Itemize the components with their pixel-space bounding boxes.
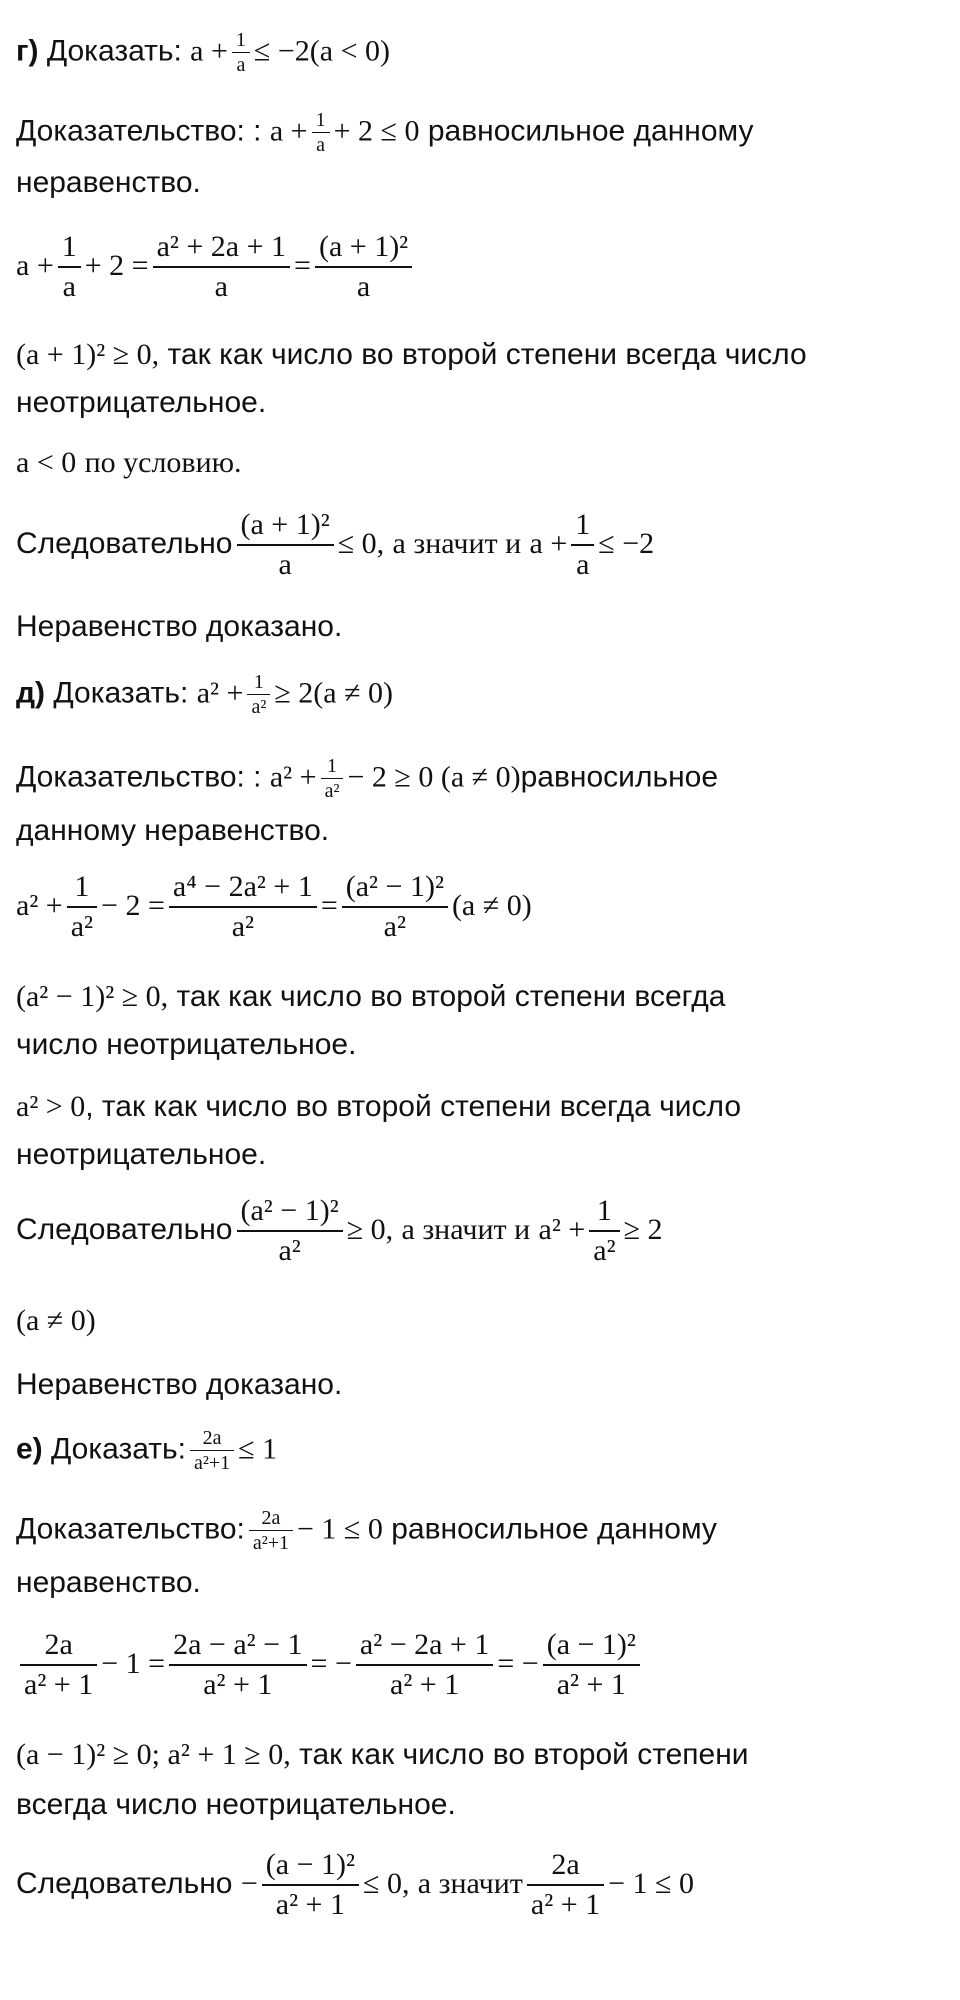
e-eq-lhs-fraction: $\frac{2a}{\text{a² + 1}}$ — [20, 1630, 97, 1700]
e-conc-fraction2: $\frac{2a}{\text{a² + 1}}$ — [527, 1850, 604, 1920]
e-stmt-fraction: $\frac{2a}{\text{a²+1}}$ — [190, 1428, 234, 1473]
d-proof-line: Доказательство: : a² + $\frac{1}{\text{a²}}$ − 2 ≥ 0 (a ≠ 0)равносильное — [16, 755, 719, 802]
g-stmt-a: a + — [190, 34, 228, 68]
g-stmt-fraction: $\frac{1}{a}$ — [232, 30, 250, 75]
d-note1: (a² − 1)² ≥ 0, так как число во второй степени всегда — [16, 980, 726, 1013]
g-conc-fraction: $\frac{\text{(a + 1)²}}{a}$ — [237, 510, 334, 580]
e-note1: (a − 1)² ≥ 0; a² + 1 ≥ 0, так как число во второй степени — [16, 1738, 749, 1771]
d-eq-mid-fraction: $\frac{\text{a⁴ − 2a² + 1}}{\text{a²}}$ — [169, 872, 317, 942]
d-conc-fraction: $\frac{\text{(a² − 1)²}}{\text{a²}}$ — [237, 1196, 343, 1266]
e-equation: $\frac{2a}{\text{a² + 1}}$ − 1 = $\frac{\text{2a − a² − 1}}{\text{a² + 1}}$ = − $\frac{\text{a² − 2a + 1}}{\text{a² + 1}}$ = − $\frac{\text{(a − 1)²}}{\text{a² + 1}}$ — [16, 1630, 644, 1700]
d-conclusion: Следовательно $\frac{\text{(a² − 1)²}}{\text{a²}}$ ≥ 0, а значит и a² + $\frac{1}{\text{a²}}$ ≥ 2 — [16, 1194, 663, 1267]
g-proof-text: равносильное данному — [427, 114, 754, 148]
d-conc-cond: (a ≠ 0) — [16, 1304, 96, 1337]
d-note2-text2: неотрицательное. — [16, 1138, 267, 1171]
g-equation: a + $\frac{1}{a}$ + 2 = $\frac{\text{a² + 2a + 1}}{a}$ = $\frac{\text{(a + 1)²}}{a}$ — [16, 232, 416, 302]
d-conc-fraction2: $\frac{1}{\text{a²}}$ — [589, 1196, 619, 1266]
g-conclusion: Следовательно $\frac{\text{(a + 1)²}}{a}$ ≤ 0, а значит и a + $\frac{1}{a}$ ≤ −2 — [16, 508, 655, 581]
g-statement — [16, 30, 390, 75]
d-stmt-fraction: $\frac{1}{\text{a²}}$ — [247, 672, 270, 717]
d-label: д) — [16, 676, 46, 710]
g-proof-text2: неравенство. — [16, 166, 201, 199]
e-conc-fraction: $\frac{\text{(a − 1)²}}{\text{a² + 1}}$ — [262, 1850, 359, 1920]
g-note1: (a + 1)² ≥ 0, так как число во второй степени всегда число — [16, 338, 807, 371]
e-label: е) — [16, 1432, 43, 1466]
d-eq-lhs-fraction: $\frac{1}{\text{a²}}$ — [67, 872, 97, 942]
g-proof-line: Доказательство: : a + $\frac{1}{a}$ + 2 ≤ 0 равносильное данному — [16, 109, 754, 156]
e-eq-mid-fraction: $\frac{\text{2a − a² − 1}}{\text{a² + 1}}$ — [169, 1630, 306, 1700]
g-proof-fraction: $\frac{1}{a}$ — [312, 110, 330, 155]
g-condition: a < 0 по условию. — [16, 446, 242, 479]
d-proof-fraction: $\frac{1}{\text{a²}}$ — [321, 756, 344, 801]
g-conc-fraction2: $\frac{1}{a}$ — [571, 510, 594, 580]
e-eq-mid2-fraction: $\frac{\text{a² − 2a + 1}}{\text{a² + 1}}$ — [356, 1630, 493, 1700]
g-proof-word: Доказательство: : — [16, 114, 262, 148]
g-eq-mid-fraction: $\frac{\text{a² + 2a + 1}}{a}$ — [153, 232, 290, 302]
e-statement: е) Доказать: $\frac{2a}{\text{a²+1}}$ ≤ 1 — [16, 1427, 278, 1474]
e-proof-line: Доказательство: $\frac{2a}{\text{a²+1}}$ − 1 ≤ 0 равносильное данному — [16, 1507, 717, 1554]
e-conclusion: Следовательно − $\frac{\text{(a − 1)²}}{\text{a² + 1}}$ ≤ 0, а значит $\frac{2a}{\text{a² + 1}}$ − 1 ≤ 0 — [16, 1848, 695, 1921]
d-eq-rhs-fraction: $\frac{\text{(a² − 1)²}}{\text{a²}}$ — [342, 872, 448, 942]
d-equation: a² + $\frac{1}{\text{a²}}$ − 2 = $\frac{\text{a⁴ − 2a² + 1}}{\text{a²}}$ = $\frac{\text{(a² − 1)²}}{\text{a²}}$ (a ≠ 0) — [16, 870, 532, 943]
g-note1-text2: неотрицательное. — [16, 386, 267, 419]
g-prove-word: Доказать: — [46, 34, 182, 68]
e-note1-text2: всегда число неотрицательное. — [16, 1788, 456, 1821]
d-done: Неравенство доказано. — [16, 1368, 343, 1401]
g-stmt-tail: ≤ −2(a < 0) — [253, 34, 390, 68]
g-label: г) — [16, 34, 39, 68]
d-proof-text2: данному неравенство. — [16, 814, 330, 847]
e-proof-text2: неравенство. — [16, 1566, 201, 1599]
d-statement: д) Доказать: a² + $\frac{1}{\text{a²}}$ ≥ 2(a ≠ 0) — [16, 671, 394, 718]
g-eq-lhs-fraction: $\frac{1}{a}$ — [58, 232, 81, 302]
d-note1-text2: число неотрицательное. — [16, 1028, 357, 1061]
g-eq-rhs-fraction: $\frac{\text{(a + 1)²}}{a}$ — [315, 232, 412, 302]
e-eq-rhs-fraction: $\frac{\text{(a − 1)²}}{\text{a² + 1}}$ — [543, 1630, 640, 1700]
e-proof-fraction: $\frac{2a}{\text{a²+1}}$ — [249, 1508, 293, 1553]
g-done: Неравенство доказано. — [16, 610, 343, 643]
d-note2: a² > 0, так как число во второй степени всегда число — [16, 1090, 742, 1123]
